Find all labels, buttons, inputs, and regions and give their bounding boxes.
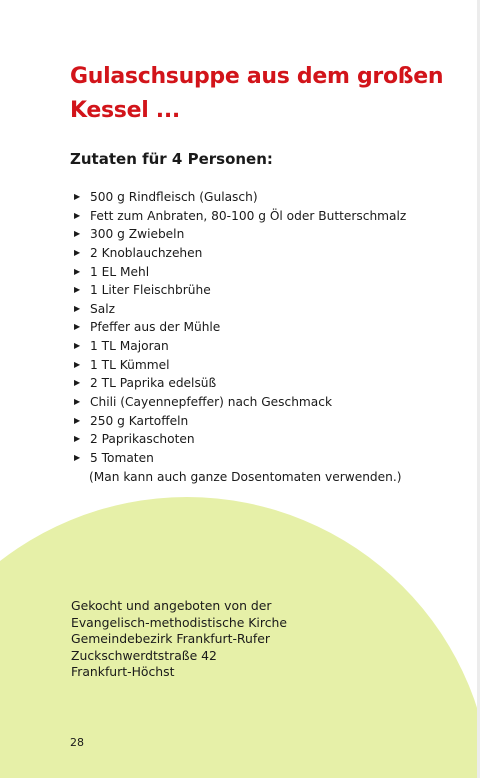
triangle-right-icon: ▶ bbox=[74, 452, 81, 462]
list-item bbox=[74, 225, 464, 244]
triangle-right-icon: ▶ bbox=[74, 247, 81, 257]
ingredient-text: 250 g Kartoffeln bbox=[90, 413, 189, 428]
list-item bbox=[74, 356, 464, 375]
ingredient-text: 2 TL Paprika edelsüß bbox=[90, 376, 217, 391]
credit-line: Evangelisch-methodistische Kirche bbox=[71, 614, 287, 630]
list-item bbox=[74, 374, 464, 393]
ingredient-text: 1 EL Mehl bbox=[90, 264, 150, 279]
page-number: 28 bbox=[70, 736, 84, 749]
triangle-right-icon: ▶ bbox=[74, 322, 81, 332]
recipe-title: Gulaschsuppe aus dem großen Kessel ... bbox=[70, 64, 444, 123]
ingredient-text: Chili (Cayennepfeffer) nach Geschmack bbox=[90, 395, 333, 410]
triangle-right-icon: ▶ bbox=[74, 192, 81, 201]
ingredient-note: (Man kann auch ganze Dosentomaten verwenden.) bbox=[89, 470, 402, 484]
triangle-right-icon: ▶ bbox=[74, 303, 81, 313]
list-item bbox=[74, 281, 464, 300]
ingredient-text: 500 g Rindfleisch (Gulasch) bbox=[90, 190, 258, 204]
list-item bbox=[74, 207, 464, 226]
triangle-right-icon: ▶ bbox=[74, 378, 81, 388]
triangle-right-icon: ▶ bbox=[74, 415, 81, 425]
credit-line: Gemeindebezirk Frankfurt-Rufer bbox=[71, 631, 270, 646]
ingredient-text: 5 Tomaten bbox=[90, 450, 154, 465]
list-item bbox=[74, 244, 464, 263]
credit-line: Frankfurt-Höchst bbox=[71, 664, 175, 679]
triangle-right-icon: ▶ bbox=[74, 210, 81, 220]
list-item bbox=[74, 300, 464, 319]
ingredient-text: 2 Knoblauchzehen bbox=[90, 245, 203, 260]
triangle-right-icon: ▶ bbox=[74, 397, 81, 407]
ingredient-text: 1 TL Majoran bbox=[90, 339, 169, 354]
triangle-right-icon: ▶ bbox=[74, 434, 81, 444]
ingredient-text: 1 Liter Fleischbrühe bbox=[90, 283, 211, 298]
ingredient-text: 2 Paprikaschoten bbox=[90, 432, 195, 447]
triangle-right-icon: ▶ bbox=[74, 341, 81, 351]
ingredient-text: Pfeffer aus der Mühle bbox=[90, 320, 221, 335]
ingredient-text: Salz bbox=[90, 301, 115, 316]
list-item bbox=[74, 430, 464, 449]
ingredients-heading: Zutaten für 4 Personen: bbox=[70, 150, 273, 168]
list-item bbox=[74, 337, 464, 356]
list-item bbox=[74, 412, 464, 431]
credit-line: Zuckschwerdtstraße 42 bbox=[71, 647, 217, 663]
ingredient-text: 300 g Zwiebeln bbox=[90, 227, 185, 242]
list-item bbox=[74, 263, 464, 282]
triangle-right-icon: ▶ bbox=[74, 359, 81, 369]
triangle-right-icon: ▶ bbox=[74, 266, 81, 276]
list-item bbox=[74, 188, 464, 207]
credits-block bbox=[71, 598, 287, 681]
triangle-right-icon: ▶ bbox=[74, 229, 81, 239]
list-item bbox=[74, 449, 464, 468]
ingredient-text: Fett zum Anbraten, 80-100 g Öl oder Butterschmalz bbox=[90, 208, 407, 223]
ingredient-list bbox=[74, 188, 464, 468]
list-item bbox=[74, 393, 464, 412]
ingredient-text: 1 TL Kümmel bbox=[90, 357, 170, 372]
list-item bbox=[74, 318, 464, 337]
triangle-right-icon: ▶ bbox=[74, 285, 81, 295]
credit-line: Gekocht und angeboten von der bbox=[71, 598, 272, 613]
